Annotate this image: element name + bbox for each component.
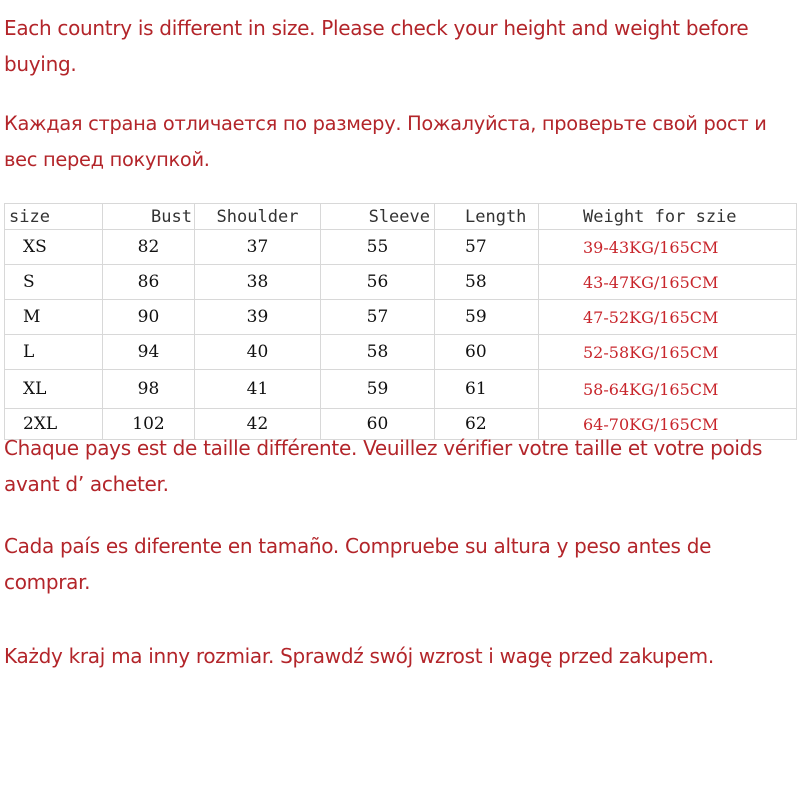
table-row (5, 300, 797, 335)
notice-english: Each country is different in size. Please check your height and weight before buying. (4, 16, 749, 76)
cell-weight: 47-52KG/165CM (539, 300, 797, 335)
cell-weight: 58-64KG/165CM (539, 370, 797, 409)
cell-shoulder: 42 (195, 409, 321, 440)
cell-shoulder: 41 (195, 370, 321, 409)
cell-sleeve: 56 (321, 265, 435, 300)
header-length: Length (435, 204, 539, 230)
cell-sleeve: 59 (321, 370, 435, 409)
cell-shoulder: 38 (195, 265, 321, 300)
cell-length: 61 (435, 370, 539, 409)
table-row (5, 370, 797, 409)
notice-russian: Каждая страна отличается по размеру. Пожалуйста, проверьте свой рост и вес перед покупкой. (4, 112, 767, 171)
cell-sleeve: 55 (321, 230, 435, 265)
notice-polish: Każdy kraj ma inny rozmiar. Sprawdź swój wzrost i wagę przed zakupem. (4, 644, 714, 668)
cell-size: S (5, 265, 103, 300)
header-bust: Bust (103, 204, 195, 230)
cell-shoulder: 40 (195, 335, 321, 370)
cell-sleeve: 60 (321, 409, 435, 440)
cell-bust: 94 (103, 335, 195, 370)
notice-spanish: Cada país es diferente en tamaño. Compruebe su altura y peso antes de comprar. (4, 534, 712, 594)
cell-sleeve: 58 (321, 335, 435, 370)
cell-bust: 98 (103, 370, 195, 409)
cell-weight: 39-43KG/165CM (539, 230, 797, 265)
cell-bust: 102 (103, 409, 195, 440)
header-sleeve: Sleeve (321, 204, 435, 230)
size-chart-table (4, 203, 797, 440)
table-header-row (5, 204, 797, 230)
header-size: size (5, 204, 103, 230)
cell-length: 57 (435, 230, 539, 265)
cell-shoulder: 39 (195, 300, 321, 335)
cell-bust: 90 (103, 300, 195, 335)
cell-bust: 82 (103, 230, 195, 265)
cell-weight: 52-58KG/165CM (539, 335, 797, 370)
cell-length: 58 (435, 265, 539, 300)
cell-size: XS (5, 230, 103, 265)
cell-weight: 43-47KG/165CM (539, 265, 797, 300)
cell-bust: 86 (103, 265, 195, 300)
notice-french: Chaque pays est de taille différente. Veuillez vérifier votre taille et votre poids avant d’ acheter. (4, 436, 763, 496)
table-row (5, 335, 797, 370)
header-weight: Weight for szie (539, 204, 797, 230)
cell-shoulder: 37 (195, 230, 321, 265)
cell-weight: 64-70KG/165CM (539, 409, 797, 440)
header-shoulder: Shoulder (195, 204, 321, 230)
cell-size: M (5, 300, 103, 335)
cell-length: 60 (435, 335, 539, 370)
cell-sleeve: 57 (321, 300, 435, 335)
table-row (5, 265, 797, 300)
cell-length: 62 (435, 409, 539, 440)
cell-size: XL (5, 370, 103, 409)
cell-size: L (5, 335, 103, 370)
table-row (5, 230, 797, 265)
cell-length: 59 (435, 300, 539, 335)
cell-size: 2XL (5, 409, 103, 440)
